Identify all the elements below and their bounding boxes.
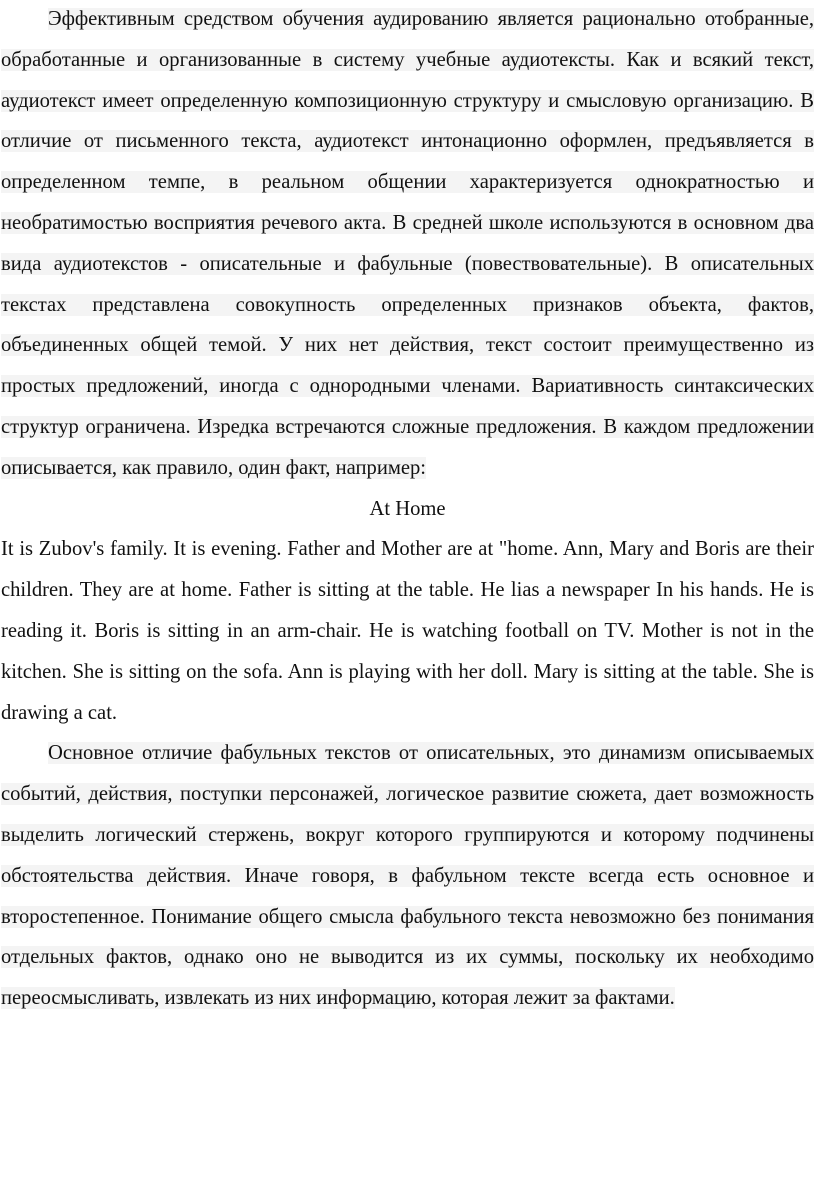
example-title: At Home [369, 497, 446, 520]
paragraph-text: Основное отличие фабульных текстов от описательных, это динамизм описываемых событий, действия, поступки персонажей, логическое развитие сюжета, дает возможность выделить логический стержень, вокруг которого группируются и которому подчинены обстоятельства действия. Иначе говоря, в фабульном тексте всегда есть основное и второстепенное. Понимание общего смысла фабульного текста невозможно без понимания отдельных фактов, однако оно не выводится из их суммы, поскольку их необходимо переосмысливать, извлекать из них информацию, которая лежит за фактами. [1, 742, 814, 1010]
paragraph-text: Эффективным средством обучения аудированию является рационально отобранные, обработанные и организованные в систему учебные аудиотексты. Как и всякий текст, аудиотекст имеет определенную композиционную структуру и смысловую организацию. В отличие от письменного текста, аудиотекст интонационно оформлен, предъявляется в определенном темпе, в реальном общении характеризуется однократностью и необратимостью восприятия речевого акта. В средней школе используются в основном два вида аудиотекстов - описательные и фабульные (повествовательные). В описательных текстах представлена совокупность определенных признаков объекта, фактов, объединенных общей темой. У них нет действия, текст состоит преимущественно из простых предложений, иногда с однородными членами. Вариативность синтаксических структур ограничена. Изредка встречаются сложные предложения. В каждом предложении описывается, как правило, один факт, например: [1, 8, 814, 479]
paragraph-audiotext-intro [1, 0, 814, 489]
example-text: It is Zubov's family. It is evening. Father and Mother are at "home. Ann, Mary and Boris are their children. They are at home. Father is sitting at the table. He lias a newspaper In his hands. He is reading it. Boris is sitting in an arm-chair. He is watching football on TV. Mother is not in the kitchen. She is sitting on the sofa. Ann is playing with her doll. Mary is sitting at the table. She is drawing a cat. [1, 538, 814, 724]
paragraph-fabula-texts [1, 733, 814, 1019]
